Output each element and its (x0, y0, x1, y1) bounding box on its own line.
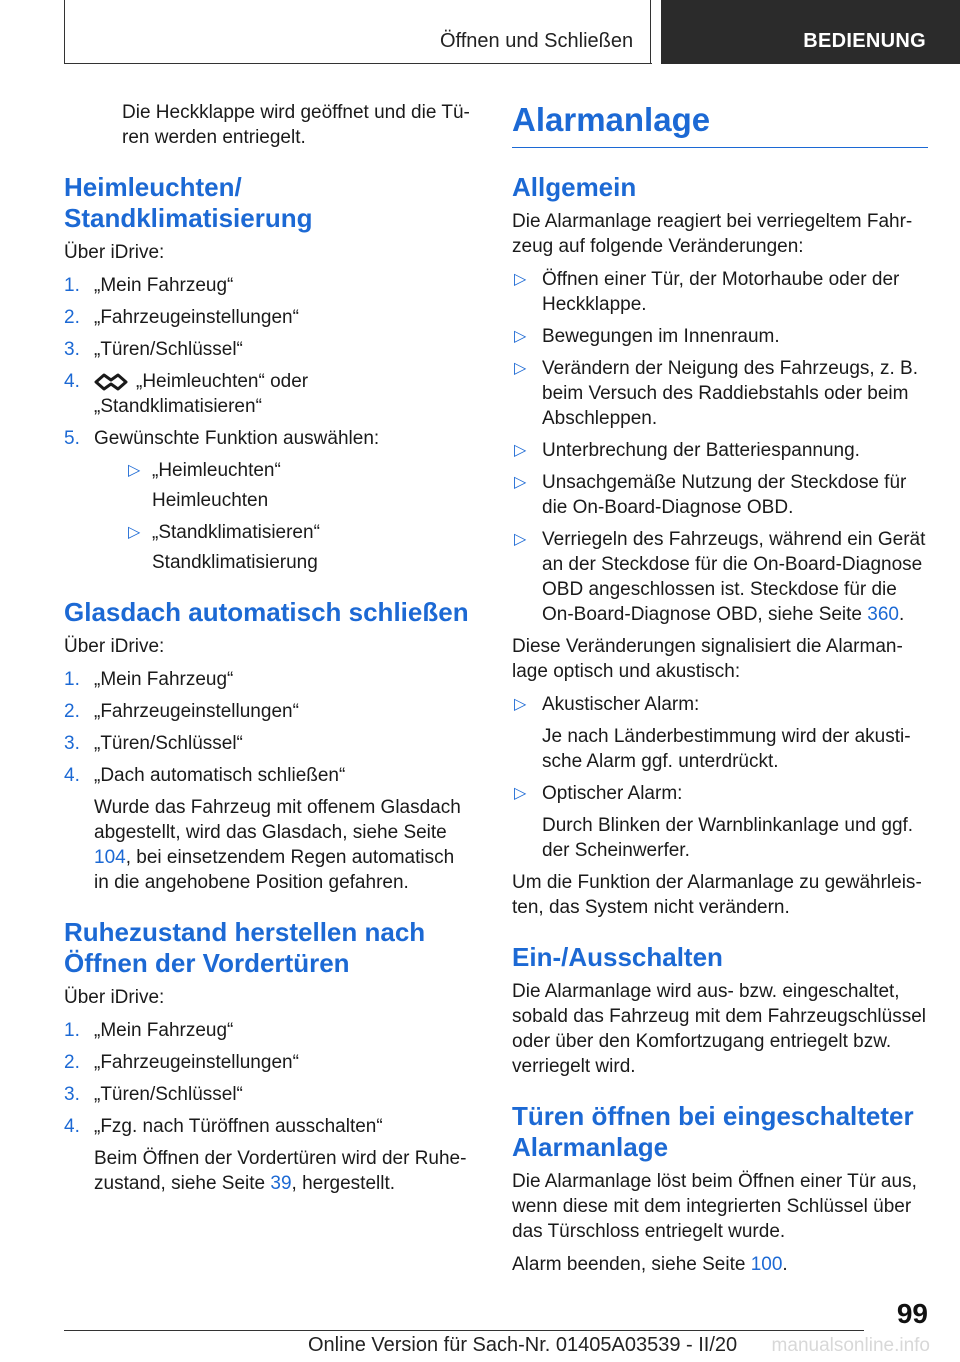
alarm-end-text (512, 1252, 928, 1277)
alarm-detail: Je nach Länderbestimmung wird der akustische Alarm ggf. unterdrückt. (542, 726, 911, 772)
list-item (512, 438, 928, 463)
note-text: Beim Öffnen der Vordertüren wird der Ruhezustand, siehe Seite (94, 1148, 467, 1194)
step-number: 3. (64, 1084, 80, 1105)
tueren-text: Die Alarmanlage löst beim Öffnen einer Tür aus, wenn diese mit dem integrierten Schlüssel über das Türschloss entriegelt wurde. (512, 1171, 917, 1242)
idrive-label: Über iDrive: (64, 987, 165, 1008)
step-number: 4. (64, 1116, 80, 1137)
intro-text: Die Heckklappe wird geöffnet und die Türen werden entriegelt. (122, 102, 470, 148)
note-text: , hergestellt. (291, 1173, 396, 1194)
list-item (64, 699, 474, 724)
step-note (94, 1146, 474, 1196)
triangle-right-icon: ▷ (514, 531, 527, 548)
bullet-text: Verriegeln des Fahrzeugs, während ein Gerät an der Steckdose für die On-Board-Diagnose OBD angeschlossen ist. Steckdose für die On-Board-Diagnose OBD, siehe Seite (542, 529, 926, 625)
note-text: Wurde das Fahrzeug mit offenem Glasdach abgestellt, wird das Glasdach, siehe Seite (94, 797, 461, 843)
step-text: „Mein Fahrzeug“ (94, 669, 234, 690)
closing-text: Um die Funktion der Alarmanlage zu gewährleisten, das System nicht verändern. (512, 872, 922, 918)
heading-alarmanlage: Alarmanlage (512, 100, 928, 148)
header-rule (64, 63, 652, 64)
step-number: 3. (64, 733, 80, 754)
step-text: „Türen/Schlüssel“ (94, 733, 243, 754)
alarm-list (512, 692, 928, 863)
list-item (94, 550, 474, 575)
steps-glasdach (64, 667, 474, 895)
triangle-right-icon: ▷ (514, 360, 527, 377)
list-item (512, 267, 928, 317)
list-item (64, 337, 474, 362)
list-item (512, 781, 928, 863)
list-item (94, 458, 474, 483)
list-item (64, 667, 474, 692)
list-item (64, 369, 474, 419)
step-note (94, 795, 474, 895)
step-text: „Fahrzeugeinstellungen“ (94, 1052, 299, 1073)
option-label: „Standklimatisieren“ (152, 522, 320, 543)
option-detail: Standklimatisierung (152, 552, 318, 573)
step-number: 1. (64, 1020, 80, 1041)
step-text: „Türen/Schlüssel“ (94, 1084, 243, 1105)
list-item (512, 356, 928, 431)
einaus-text: Die Alarmanlage wird aus- bzw. eingeschaltet, sobald das Fahrzeug mit dem Fahrzeugschlüssel oder über den Komfortzugang entriegelt bzw. verriegelt wird. (512, 981, 926, 1077)
page-number: 99 (896, 1298, 928, 1329)
heading-ein-ausschalten: Ein-/Ausschalten (512, 942, 723, 972)
list-item (64, 731, 474, 756)
idrive-label: Über iDrive: (64, 242, 165, 263)
bullet-text: Unsachgemäße Nutzung der Steckdose für die On-Board-Diagnose OBD. (542, 472, 907, 518)
triangle-right-icon: ▷ (514, 442, 527, 459)
list-item (64, 273, 474, 298)
triangle-right-icon: ▷ (514, 696, 527, 713)
page-link[interactable]: 360 (867, 604, 899, 625)
heading-tueren-oeffnen: Türen öffnen bei eingeschalteter Alarmanlage (512, 1101, 914, 1162)
triangle-right-icon: ▷ (514, 328, 527, 345)
option-label: „Heimleuchten“ (152, 460, 281, 481)
list-item (512, 470, 928, 520)
step-number: 1. (64, 669, 80, 690)
list-item (94, 520, 474, 545)
alarm-label: Optischer Alarm: (542, 783, 683, 804)
bullet-text: Verändern der Neigung des Fahrzeugs, z. B. beim Versuch des Raddiebstahls oder beim Abschleppen. (542, 358, 919, 429)
alarm-end-label: Alarm beenden, siehe Seite (512, 1254, 751, 1275)
step-text: „Heimleuchten“ oder „Standklimatisieren“ (94, 371, 309, 417)
triangle-right-icon: ▷ (514, 474, 527, 491)
triangle-right-icon: ▷ (128, 462, 141, 479)
footer-version: Online Version für Sach-Nr. 01405A03539 - II/20 (308, 1334, 738, 1356)
footer-rule (64, 1330, 864, 1331)
bullet-text: Öffnen einer Tür, der Motorhaube oder der Heckklappe. (542, 269, 900, 315)
chapter-title: BEDIENUNG (803, 30, 926, 52)
page-link[interactable]: 104 (94, 847, 126, 868)
step-number: 2. (64, 307, 80, 328)
option-list (94, 458, 474, 575)
header-section-title: Öffnen und Schließen (440, 30, 634, 52)
list-item (512, 324, 928, 349)
steps-ruhezustand (64, 1018, 474, 1196)
heading-ruhezustand: Ruhezustand herstellen nach Öffnen der Vordertüren (64, 917, 426, 978)
alarm-detail: Durch Blinken der Warnblinkanlage und ggf. der Scheinwerfer. (542, 815, 914, 861)
list-item (64, 1018, 474, 1043)
step-text: „Fahrzeugeinstellungen“ (94, 307, 299, 328)
triangle-right-icon: ▷ (514, 785, 527, 802)
allgemein-intro: Die Alarmanlage reagiert bei verriegeltem Fahrzeug auf folgende Veränderungen: (512, 211, 913, 257)
chapter-tab[interactable] (661, 0, 960, 64)
list-item (64, 1082, 474, 1107)
signal-text: Diese Veränderungen signalisiert die Alarmanlage optisch und akustisch: (512, 636, 903, 682)
alarm-label: Akustischer Alarm: (542, 694, 700, 715)
triangle-right-icon: ▷ (514, 271, 527, 288)
step-text: „Dach automatisch schließen“ (94, 765, 346, 786)
heading-allgemein: Allgemein (512, 172, 637, 202)
watermark: manualsonline.info (771, 1335, 930, 1356)
option-detail: Heimleuchten (152, 490, 269, 511)
list-item (512, 527, 928, 627)
page-link[interactable]: 39 (270, 1173, 292, 1194)
list-item (64, 426, 474, 575)
idrive-label: Über iDrive: (64, 636, 165, 657)
car-settings-icon (94, 373, 128, 391)
step-number: 2. (64, 1052, 80, 1073)
step-text: Gewünschte Funktion auswählen: (94, 428, 380, 449)
step-number: 4. (64, 371, 80, 392)
step-number: 4. (64, 765, 80, 786)
right-column (512, 100, 928, 1285)
heading-glasdach: Glasdach automatisch schließen (64, 597, 469, 627)
step-number: 2. (64, 701, 80, 722)
step-text: „Mein Fahrzeug“ (94, 275, 234, 296)
bullet-text: . (898, 604, 905, 625)
header-border-right (650, 0, 651, 64)
step-number: 1. (64, 275, 80, 296)
list-item (64, 763, 474, 895)
list-item (64, 305, 474, 330)
step-text: „Fzg. nach Türöffnen ausschalten“ (94, 1116, 383, 1137)
list-item (64, 1050, 474, 1075)
list-item (64, 1114, 474, 1196)
heading-heimleuchten: Heimleuchten/ Standklimatisierung (64, 172, 313, 233)
alarm-end-punct: . (782, 1254, 788, 1275)
step-text: „Fahrzeugeinstellungen“ (94, 701, 299, 722)
list-item (512, 692, 928, 774)
step-text: „Türen/Schlüssel“ (94, 339, 243, 360)
bullet-text: Bewegungen im Innenraum. (542, 326, 780, 347)
steps-heimleuchten (64, 273, 474, 575)
page-link[interactable]: 100 (750, 1254, 783, 1275)
step-number: 5. (64, 428, 80, 449)
bullet-text: Unterbrechung der Batteriespannung. (542, 440, 860, 461)
trigger-list (512, 267, 928, 627)
step-number: 3. (64, 339, 80, 360)
header-border-left (64, 0, 65, 64)
step-text: „Mein Fahrzeug“ (94, 1020, 234, 1041)
left-column (64, 100, 474, 1203)
triangle-right-icon: ▷ (128, 524, 141, 541)
note-text: , bei einsetzendem Regen automatisch in die angehobene Position gefahren. (94, 847, 455, 893)
list-item (94, 488, 474, 513)
